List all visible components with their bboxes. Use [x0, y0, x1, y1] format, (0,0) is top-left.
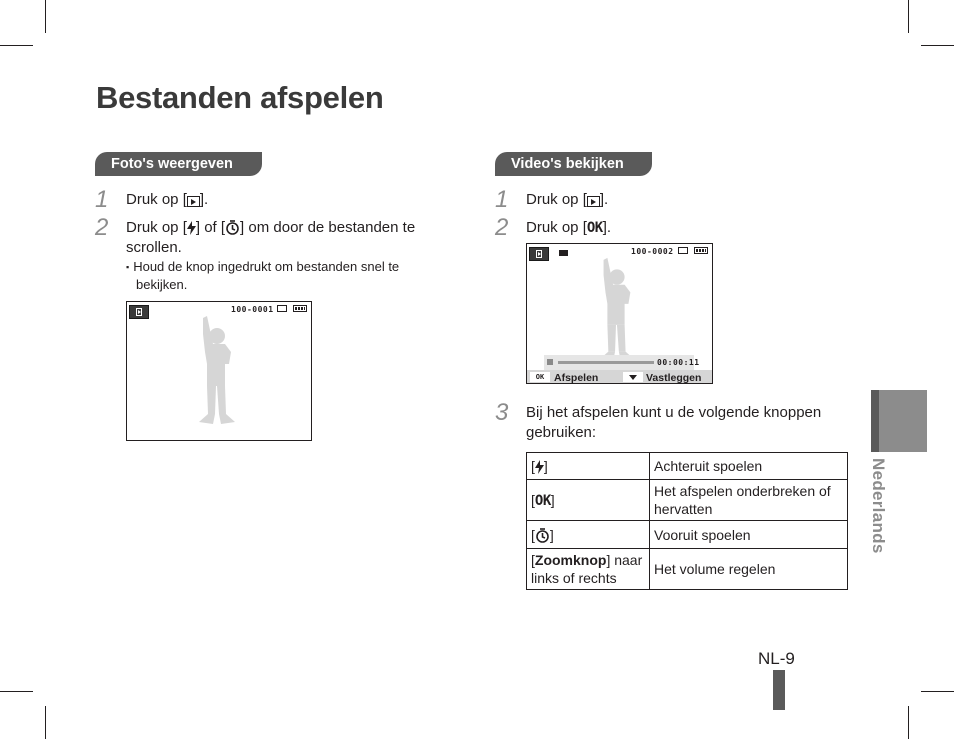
crop-mark — [0, 691, 33, 692]
camera-screen-video — [526, 243, 713, 384]
step-text-part: gebruiken: — [526, 424, 597, 441]
play-icon — [587, 196, 600, 207]
bullet-note — [126, 258, 446, 293]
table-row — [527, 480, 848, 521]
page-number: NL-9 — [758, 649, 795, 668]
value-text: Het afspelen onderbreken of — [654, 483, 831, 499]
table-value-cell — [650, 480, 848, 521]
memory-icon — [277, 305, 287, 312]
battery-icon — [293, 305, 307, 312]
video-progress-panel — [544, 355, 700, 370]
step-text-part: Druk op [ — [126, 191, 187, 208]
key-text: [ — [531, 552, 535, 568]
section-header-photos: Foto's weergeven — [95, 152, 262, 176]
key-text: links of rechts — [531, 570, 617, 586]
file-counter: 100-0001 — [231, 305, 274, 314]
table-key-cell — [527, 521, 650, 549]
section-header-videos: Video's bekijken — [495, 152, 652, 176]
stop-icon — [547, 359, 553, 365]
memory-icon — [678, 247, 688, 254]
crop-mark — [908, 706, 909, 739]
language-tab — [871, 390, 927, 452]
progress-track — [558, 361, 654, 364]
person-silhouette — [591, 256, 641, 366]
playback-mode-icon — [529, 247, 549, 261]
key-text-bold: Zoomknop — [534, 552, 607, 568]
play-icon — [187, 196, 200, 207]
table-key-cell — [527, 480, 650, 521]
step-text — [526, 218, 611, 238]
table-row — [527, 521, 848, 549]
key-text: [ — [531, 458, 535, 474]
step-text-part: scrollen. — [126, 239, 182, 256]
camera-screen-photo — [126, 301, 312, 441]
key-text: [ — [531, 491, 535, 508]
step-text-part: ] om door de bestanden te — [240, 219, 416, 236]
flash-icon — [187, 221, 196, 235]
page-title: Bestanden afspelen — [96, 80, 384, 115]
step-number: 1 — [495, 186, 509, 213]
step-text — [526, 403, 856, 443]
flash-icon — [535, 460, 544, 474]
language-tab-accent — [871, 390, 879, 452]
step-text — [126, 190, 208, 210]
key-text: ] — [550, 491, 555, 508]
page-bar — [773, 670, 785, 710]
step-text-part: Druk op [ — [126, 219, 187, 236]
step-number: 2 — [95, 214, 109, 241]
table-value-cell: Het volume regelen — [650, 549, 848, 590]
table-key-cell — [527, 453, 650, 480]
crop-mark — [921, 691, 954, 692]
bullet-text: Houd de knop ingedrukt om bestanden snel te — [133, 259, 400, 274]
step-text-part: Druk op [ — [526, 219, 587, 236]
table-key-cell — [527, 549, 650, 590]
down-softkey — [623, 372, 643, 382]
bullet-text: bekijken. — [136, 277, 188, 292]
key-text: ] naar — [606, 552, 643, 568]
timer-icon — [535, 528, 550, 543]
timer-icon — [225, 220, 240, 235]
step-number: 1 — [95, 186, 109, 213]
key-text: ] — [543, 458, 548, 474]
play-softkey-label: Afspelen — [554, 372, 599, 384]
person-silhouette — [191, 314, 241, 429]
bullet-mark: ▪ — [126, 262, 130, 272]
step-number: 2 — [495, 214, 509, 241]
file-counter: 100-0002 — [631, 247, 674, 256]
key-text: ] — [549, 526, 554, 543]
video-icon — [559, 249, 568, 257]
ok-softkey: OK — [530, 372, 550, 382]
step-text — [126, 218, 456, 258]
step-number: 3 — [495, 399, 509, 426]
table-value-cell: Achteruit spoelen — [650, 453, 848, 480]
crop-mark — [0, 45, 33, 46]
step-text-part: ]. — [602, 219, 612, 236]
table-value-cell: Vooruit spoelen — [650, 521, 848, 549]
video-timecode: 00:00:11 — [657, 358, 700, 367]
step-text-part: ]. — [199, 191, 209, 208]
step-text-part: Druk op [ — [526, 191, 587, 208]
crop-mark — [45, 706, 46, 739]
crop-mark — [921, 45, 954, 46]
playback-mode-icon — [129, 305, 149, 319]
step-text-part: ] of [ — [195, 219, 226, 236]
step-text — [526, 190, 608, 210]
ok-button-icon: OK — [586, 220, 603, 236]
ok-button-icon: OK — [534, 492, 551, 509]
down-arrow-icon — [629, 375, 637, 380]
table-row — [527, 453, 848, 480]
table-row — [527, 549, 848, 590]
step-text-part: ]. — [599, 191, 609, 208]
button-table — [526, 452, 848, 590]
battery-icon — [694, 247, 708, 254]
crop-mark — [908, 0, 909, 33]
key-text: [ — [531, 526, 535, 543]
step-text-part: Bij het afspelen kunt u de volgende knoppen — [526, 404, 822, 421]
value-text: hervatten — [654, 501, 713, 517]
language-label: Nederlands — [869, 458, 888, 554]
crop-mark — [45, 0, 46, 33]
softkey-bar — [527, 370, 712, 384]
capture-softkey-label: Vastleggen — [646, 372, 702, 384]
